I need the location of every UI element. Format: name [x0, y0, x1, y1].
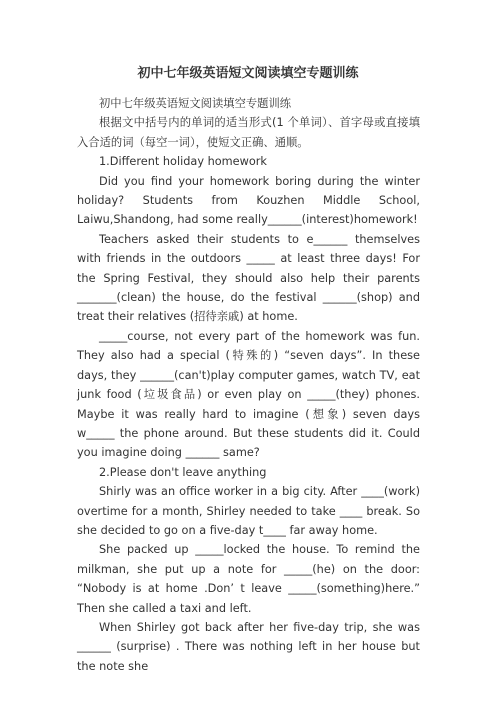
instruction-paragraph: 根据文中括号内的单词的适当形式(1 个单词）、首字母或直接填入合适的词（每空一词），使短文正确、通顺。	[77, 116, 420, 149]
body-paragraph: She packed up _____locked the house. To remind the milkman, she put up a note for _____(he) on the door: “Nobody is at home .Don’ t leave _____(something)here.” Then she called a taxi and left.	[77, 543, 420, 615]
document-body	[77, 94, 420, 676]
body-paragraph: Shirly was an office worker in a big city. After ____(work) overtime for a month, Shirley needed to take ____ break. So she decided to go on a five-day t____ far away home.	[77, 485, 420, 537]
body-paragraph: Teachers asked their students to e______ themselves with friends in the outdoors _____ at least three days! For the Spring Festival, they should also help their parents _______(clean) the house, do the festival ______(shop) and treat their relatives (招待亲戚) at home.	[77, 232, 420, 324]
subtitle-line: 初中七年级英语短文阅读填空专题训练	[99, 97, 292, 110]
body-paragraph: Did you find your homework boring during the winter holiday? Students from Kouzhen Middle School, Laiwu,Shandong, had some really______(interest)homework!	[77, 174, 420, 227]
document-title: 初中七年级英语短文阅读填空专题训练	[137, 66, 359, 81]
body-paragraph: _____course, not every part of the homework was fun. They also had a special (特殊的) “seven days”. In these days, they ______(can't)play computer games, watch TV, eat junk food (垃圾食品) or even play on _____(they) phones. Maybe it was really hard to imagine (想象) seven days w_____ the phone around. But these students did it. Could you imagine doing ______ same?	[77, 329, 420, 460]
body-paragraph: When Shirley got back after her five-day trip, she was ______ (surprise) . There was nothing left in her house but the note she	[77, 620, 420, 673]
section-heading-2: 2.Please don't leave anything	[99, 465, 267, 479]
section-heading-1: 1.Different holiday homework	[99, 155, 267, 169]
